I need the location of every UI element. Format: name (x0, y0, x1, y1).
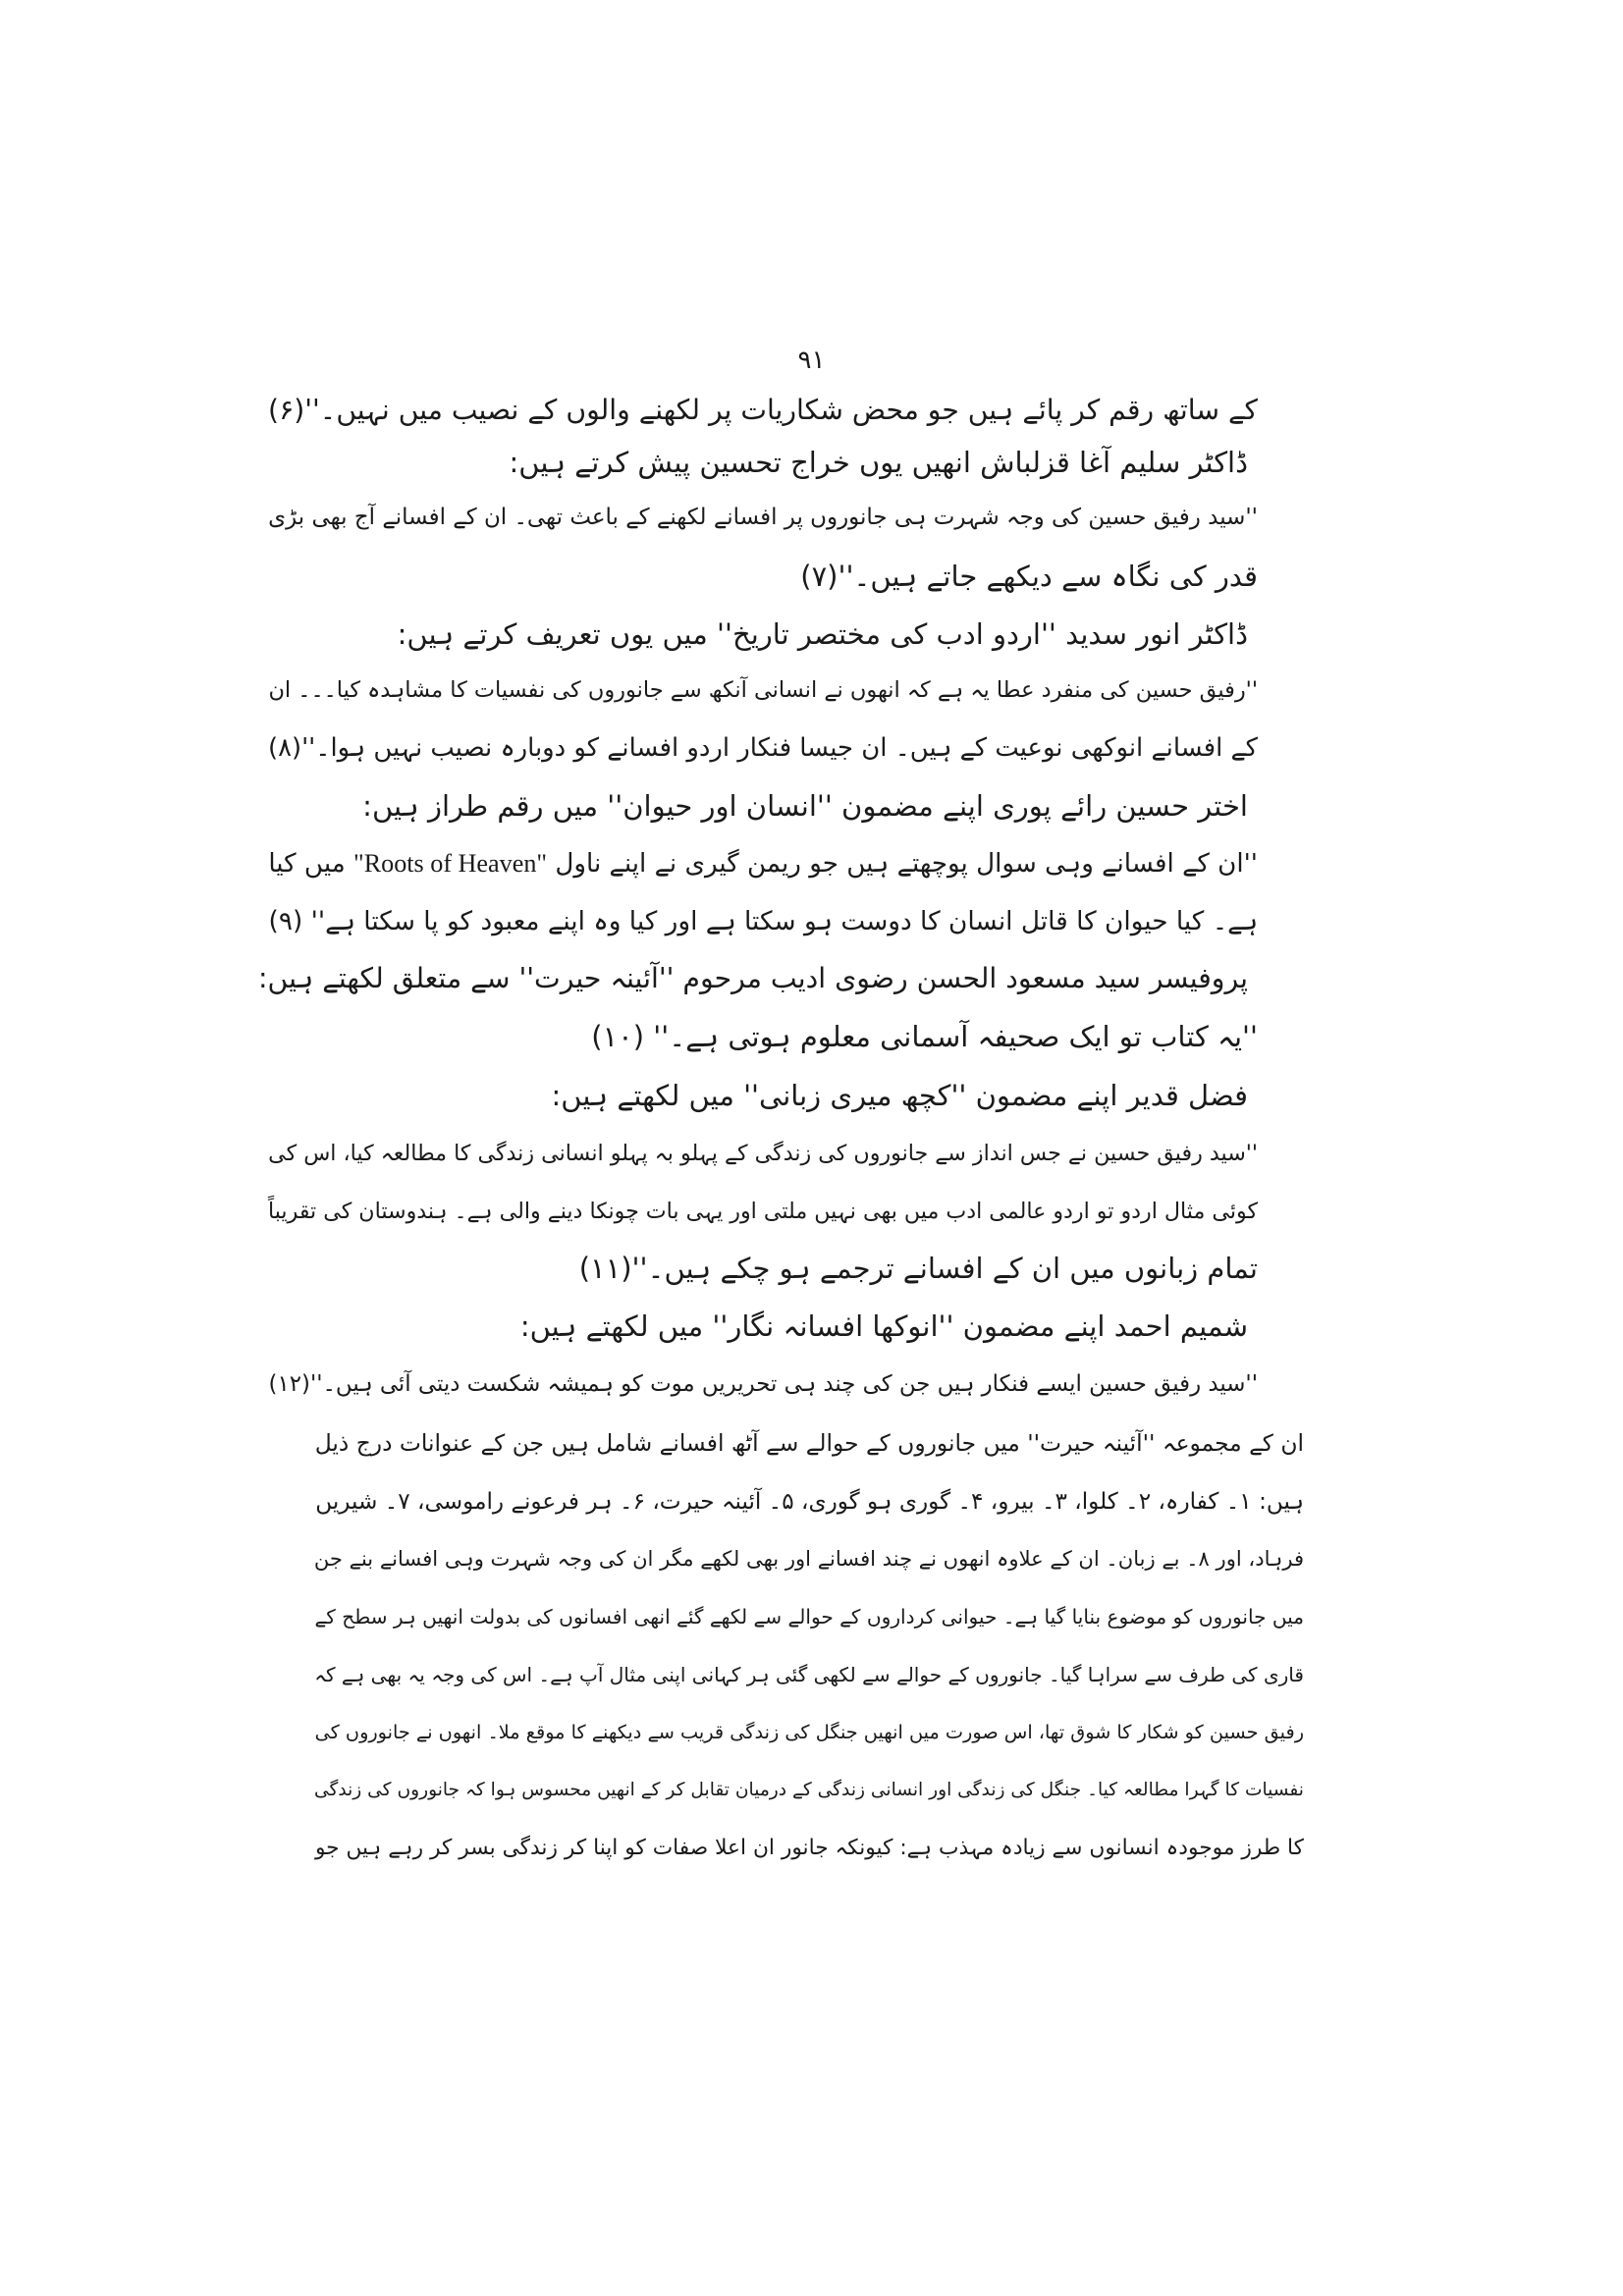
quote-line: قدر کی نگاہ سے دیکھے جاتے ہیں۔''(۷) (800, 560, 1258, 593)
body-line: کا طرز موجودہ انسانوں سے زیادہ مہذب ہے: کیونکہ جانور ان اعلا صفات کو اپنا کر زندگی بسر کر رہے ہیں جو (314, 1836, 1304, 1860)
intro-line: ڈاکٹر سلیم آغا قزلباش انھیں یوں خراج تحسین پیش کرتے ہیں: (509, 446, 1248, 479)
quote-line: کے ساتھ رقم کر پائے ہیں جو محض شکاریات پر لکھنے والوں کے نصیب میں نہیں۔''(۶) (268, 394, 1258, 426)
intro-line: شمیم احمد اپنے مضمون ''انوکھا افسانہ نگار'' میں لکھتے ہیں: (519, 1309, 1248, 1343)
page-number: ۹۱ (797, 346, 826, 375)
quote-line: کے افسانے انوکھی نوعیت کے ہیں۔ ان جیسا فنکار اردو افسانے کو دوبارہ نصیب نہیں ہوا۔''(۸) (268, 733, 1258, 763)
quote-line: ''سید رفیق حسین ایسے فنکار ہیں جن کی چند ہی تحریریں موت کو ہمیشہ شکست دیتی آئی ہیں۔''(۱۲) (268, 1371, 1258, 1397)
body-line: فرہاد، اور ۸۔ بے زبان۔ ان کے علاوہ انھوں نے چند افسانے اور بھی لکھے مگر ان کی وجہ شہرت وہی افسانے بنے جن (313, 1546, 1304, 1571)
body-line: رفیق حسین کو شکار کا شوق تھا، اس صورت میں انھیں جنگل کی زندگی قریب سے دیکھنے کا موقع ملا۔ انھوں نے جانوروں کی (314, 1721, 1304, 1743)
quote-line: ''یہ کتاب تو ایک صحیفہ آسمانی معلوم ہوتی ہے۔'' (۱۰) (591, 1020, 1258, 1053)
line-text-part: میں کیا (268, 849, 354, 879)
line-text-part: ''ان کے افسانے وہی سوال پوچھتے ہیں جو ریمن گیری نے اپنے ناول (547, 849, 1258, 879)
quote-line: ''سید رفیق حسین کی وجہ شہرت ہی جانوروں پر افسانے لکھنے کے باعث تھی۔ ان کے افسانے آج بھی بڑی (268, 505, 1258, 530)
body-line: ہیں: ۱۔ کفارہ، ۲۔ کلوا، ۳۔ بیرو، ۴۔ گوری ہو گوری، ۵۔ آئینہ حیرت، ۶۔ ہر فرعونے راموسی، ۷۔ شیریں (315, 1489, 1304, 1515)
quote-line: تمام زبانوں میں ان کے افسانے ترجمے ہو چکے ہیں۔''(۱۱) (578, 1252, 1258, 1285)
body-line: ان کے مجموعہ ''آئینہ حیرت'' میں جانوروں کے حوالے سے آٹھ افسانے شامل ہیں جن کے عنوانات درج ذیل (314, 1429, 1304, 1457)
intro-line: ڈاکٹر انور سدید ''اردو ادب کی مختصر تاریخ'' میں یوں تعریف کرتے ہیں: (397, 617, 1248, 651)
intro-line: پروفیسر سید مسعود الحسن رضوی ادیب مرحوم ''آئینہ حیرت'' سے متعلق لکھتے ہیں: (257, 962, 1248, 994)
quote-line: کوئی مثال اردو تو اردو عالمی ادب میں بھی نہیں ملتی اور یہی بات چونکا دینے والی ہے۔ ہندوستان کی تقریباً (268, 1199, 1258, 1224)
intro-line: اختر حسین رائے پوری اپنے مضمون ''انسان اور حیوان'' میں رقم طراز ہیں: (362, 789, 1248, 823)
intro-line: فضل قدیر اپنے مضمون ''کچھ میری زبانی'' میں لکھتے ہیں: (551, 1079, 1248, 1112)
quote-line (268, 844, 1258, 883)
body-line: میں جانوروں کو موضوع بنایا گیا ہے۔ حیوانی کرداروں کے حوالے سے لکھے گئے انھی افسانوں کی بدولت انھیں ہر سطح کے (314, 1605, 1304, 1629)
quote-line: ''رفیق حسین کی منفرد عطا یہ ہے کہ انھوں نے انسانی آنکھ سے جانوروں کی نفسیات کا مشاہدہ کیا۔۔۔ ان (268, 677, 1258, 703)
quote-line: ''سید رفیق حسین نے جس انداز سے جانوروں کی زندگی کے پہلو بہ پہلو انسانی زندگی کا مطالعہ کیا، اس کی (268, 1141, 1258, 1166)
body-line: قاری کی طرف سے سراہا گیا۔ جانوروں کے حوالے سے لکھی گئی ہر کہانی اپنی مثال آپ ہے۔ اس کی وجہ یہ بھی ہے کہ (314, 1663, 1304, 1686)
quote-line: ہے۔ کیا حیوان کا قاتل انسان کا دوست ہو سکتا ہے اور کیا وہ اپنے معبود کو پا سکتا ہے'' (۹) (268, 907, 1258, 936)
book-title-latin: "Roots of Heaven" (353, 849, 548, 878)
body-line: نفسیات کا گہرا مطالعہ کیا۔ جنگل کی زندگی اور انسانی زندگی کے درمیان تقابل کر کے انھیں محسوس ہوا کہ جانوروں کی زندگی (313, 1780, 1304, 1800)
